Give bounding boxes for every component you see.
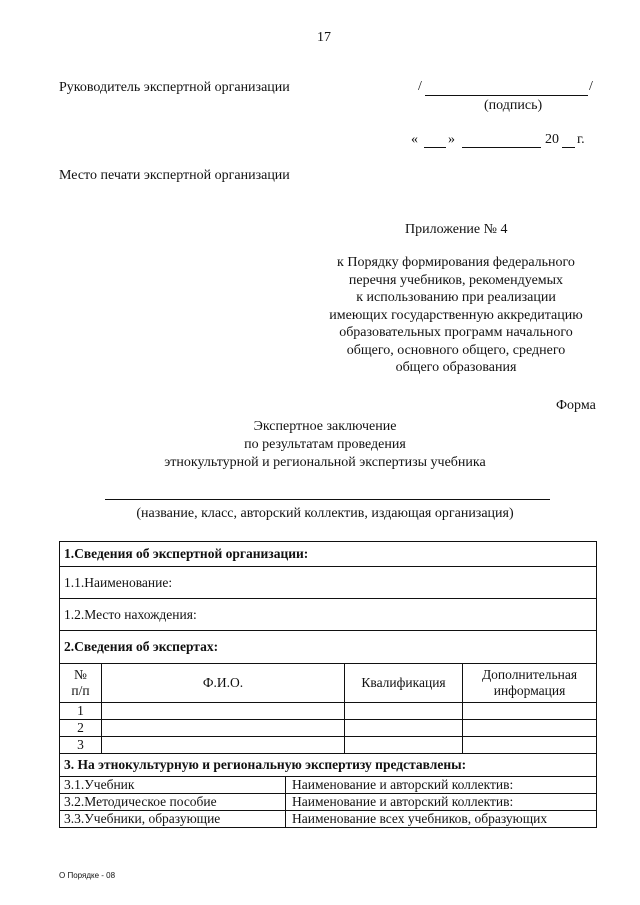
section-1-heading: 1.Сведения об экспертной организации: xyxy=(60,542,597,567)
appendix-line: перечня учебников, рекомендуемых xyxy=(348,272,564,288)
expert-qualification-cell xyxy=(345,737,463,754)
expert-info-cell xyxy=(463,737,597,754)
appendix-line: общего, основного общего, среднего xyxy=(346,342,566,358)
book-name-line xyxy=(105,499,550,500)
expert-qualification-cell xyxy=(345,720,463,737)
expert-fio-cell xyxy=(102,703,345,720)
appendix-line: имеющих государственную аккредитацию xyxy=(329,307,583,323)
expert-row-number: 1 xyxy=(60,703,102,720)
section-2-heading: 2.Сведения об экспертах: xyxy=(60,631,597,664)
form-label: Форма xyxy=(556,398,596,413)
col-number-header xyxy=(60,664,102,703)
expert-row-number: 3 xyxy=(60,737,102,754)
document-title xyxy=(100,418,550,472)
org-location-field: 1.2.Место нахождения: xyxy=(60,599,597,631)
submitted-item-detail: Наименование и авторский коллектив: xyxy=(285,794,513,810)
book-caption: (название, класс, авторский коллектив, издающая организация) xyxy=(136,506,514,521)
col-info-line-1: Дополнительная xyxy=(481,667,578,682)
appendix-line: к использованию при реализации xyxy=(356,290,556,305)
date-close-quote: » xyxy=(448,132,455,147)
appendix-title: Приложение № 4 xyxy=(405,222,508,237)
date-open-quote: « xyxy=(411,132,418,147)
col-number-line-2: п/п xyxy=(71,683,90,698)
submitted-item-label xyxy=(60,777,597,794)
date-year: 20 xyxy=(545,132,559,147)
date-suffix: г. xyxy=(577,132,585,147)
submitted-item-label xyxy=(60,794,597,811)
col-fio-header: Ф.И.О. xyxy=(102,664,345,703)
signature-slash-left: / xyxy=(418,79,422,94)
section-3-heading: 3. На этнокультурную и региональную экспертизу представлены: xyxy=(60,754,597,777)
org-name-field: 1.1.Наименование: xyxy=(60,567,597,599)
date-year-line xyxy=(562,147,575,148)
submitted-item-name: 3.1.Учебник xyxy=(64,777,135,792)
title-line-2: по результатам проведения xyxy=(244,437,406,452)
col-number-line-1: № xyxy=(74,667,87,682)
expert-row-number: 2 xyxy=(60,720,102,737)
appendix-reference xyxy=(300,254,612,377)
seal-label: Место печати экспертной организации xyxy=(59,168,290,183)
col-info-line-2: информация xyxy=(493,683,566,698)
submitted-item-detail: Наименование и авторский коллектив: xyxy=(285,777,513,793)
expert-fio-cell xyxy=(102,720,345,737)
signature-line xyxy=(425,95,588,96)
appendix-line: образовательных программ начального xyxy=(339,325,573,340)
title-line-3: этнокультурной и региональной экспертизы учебника xyxy=(164,455,486,470)
appendix-line: к Порядку формирования федерального xyxy=(337,255,575,270)
expert-qualification-cell xyxy=(345,703,463,720)
head-label: Руководитель экспертной организации xyxy=(59,80,290,95)
col-qualification-header: Квалификация xyxy=(345,664,463,703)
date-month-line xyxy=(462,147,541,148)
submitted-item-name: 3.3.Учебники, образующие xyxy=(64,811,221,826)
submitted-item-label xyxy=(60,811,597,828)
appendix-line: общего образования xyxy=(395,360,517,375)
expert-table xyxy=(59,541,597,828)
expert-info-cell xyxy=(463,720,597,737)
signature-slash-right: / xyxy=(589,79,593,94)
col-info-header xyxy=(463,664,597,703)
expert-info-cell xyxy=(463,703,597,720)
page-number: 17 xyxy=(317,30,331,45)
submitted-item-detail: Наименование всех учебников, образующих xyxy=(285,811,547,827)
date-day-line xyxy=(424,147,446,148)
submitted-item-name: 3.2.Методическое пособие xyxy=(64,794,217,809)
footer-label: О Порядке - 08 xyxy=(59,871,116,880)
title-line-1: Экспертное заключение xyxy=(253,419,397,434)
expert-fio-cell xyxy=(102,737,345,754)
signature-caption: (подпись) xyxy=(484,98,543,113)
